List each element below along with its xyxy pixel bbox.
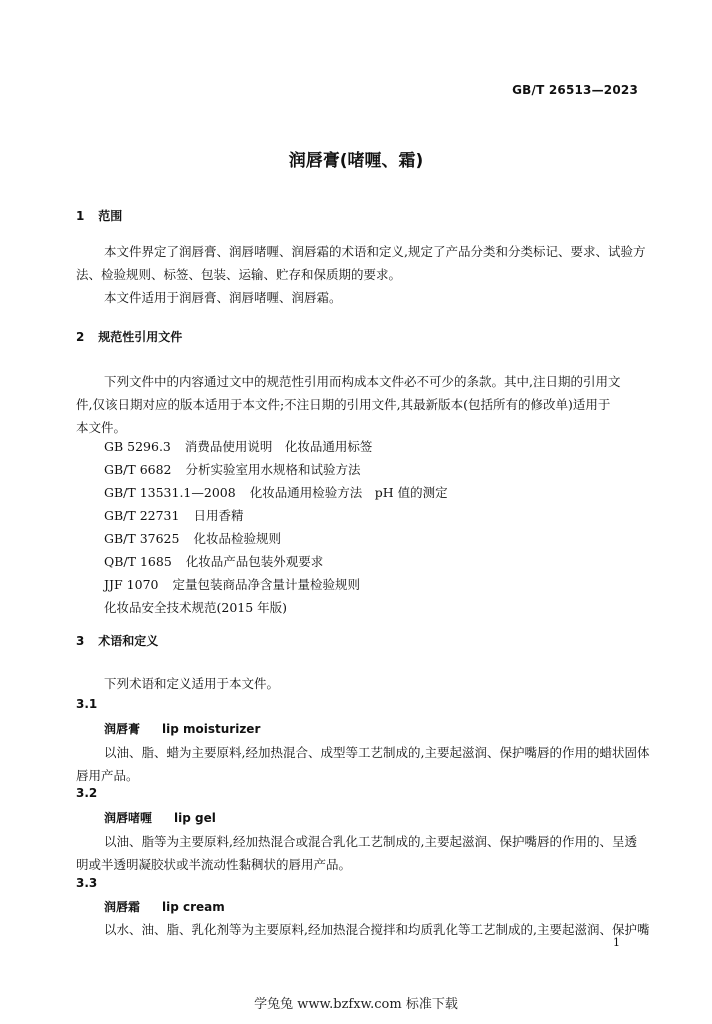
term-number: 3.2 (76, 786, 98, 800)
reference-title: 化妆品产品包装外观要求 (185, 554, 324, 569)
term-number: 3.1 (76, 697, 98, 711)
reference-item (104, 483, 448, 501)
paragraph-line: 本文件。 (76, 420, 127, 435)
paragraph-line: 法、检验规则、标签、包装、运输、贮存和保质期的要求。 (76, 267, 402, 282)
section-number: 3 (76, 634, 85, 648)
definition-line: 唇用产品。 (76, 768, 139, 783)
definition-line: 以油、脂、蜡为主要原料,经加热混合、成型等工艺制成的,主要起滋润、保护嘴唇的作用的蜡状固体 (104, 745, 650, 760)
reference-item (104, 506, 243, 524)
term-heading (104, 720, 260, 737)
term-heading (104, 898, 225, 915)
definition-line: 以水、油、脂、乳化剂等为主要原料,经加热混合搅拌和均质乳化等工艺制成的,主要起滋润、保护嘴 (104, 922, 650, 937)
section-number: 1 (76, 209, 85, 223)
section-title: 术语和定义 (98, 634, 159, 648)
paragraph-line: 下列术语和定义适用于本文件。 (104, 676, 280, 691)
term-chinese: 润唇霜 (104, 900, 141, 914)
document-title: 润唇膏(啫喱、霜) (288, 151, 424, 171)
definition-line: 明或半透明凝胶状或半流动性黏稠状的唇用产品。 (76, 857, 352, 872)
reference-code: GB 5296.3 (104, 439, 171, 454)
section-title: 范围 (98, 209, 123, 223)
reference-title: 分析实验室用水规格和试验方法 (185, 462, 361, 477)
reference-item (104, 529, 281, 547)
reference-title: 定量包装商品净含量计量检验规则 (172, 577, 360, 592)
section-1-heading (76, 207, 122, 224)
reference-code: GB/T 6682 (104, 462, 172, 477)
reference-title: 消费品使用说明 化妆品通用标签 (184, 439, 373, 454)
term-english: lip gel (174, 811, 216, 825)
reference-code: 化妆品安全技术规范(2015 年版) (104, 600, 288, 615)
section-number: 2 (76, 330, 85, 344)
reference-item (104, 460, 361, 478)
term-chinese: 润唇啫喱 (104, 811, 153, 825)
reference-title: 化妆品检验规则 (193, 531, 281, 546)
term-number: 3.3 (76, 876, 98, 890)
term-english: lip cream (162, 900, 225, 914)
paragraph-line: 本文件界定了润唇膏、润唇啫喱、润唇霜的术语和定义,规定了产品分类和分类标记、要求、试验方 (104, 244, 646, 259)
term-english: lip moisturizer (162, 722, 261, 736)
paragraph-line: 下列文件中的内容通过文中的规范性引用而构成本文件必不可少的条款。其中,注日期的引用文 (104, 374, 621, 389)
standard-code: GB/T 26513—2023 (512, 83, 638, 97)
paragraph-line: 件,仅该日期对应的版本适用于本文件;不注日期的引用文件,其最新版本(包括所有的修改单)适用于 (76, 397, 611, 412)
reference-code: GB/T 37625 (104, 531, 180, 546)
page-number: 1 (613, 936, 620, 949)
reference-item (104, 598, 287, 616)
term-heading (104, 809, 216, 826)
reference-item (104, 552, 323, 570)
reference-title: 日用香精 (193, 508, 244, 523)
section-2-heading (76, 328, 182, 345)
reference-code: GB/T 13531.1—2008 (104, 485, 236, 500)
reference-code: JJF 1070 (104, 577, 159, 592)
term-chinese: 润唇膏 (104, 722, 141, 736)
section-title: 规范性引用文件 (98, 330, 183, 344)
reference-code: QB/T 1685 (104, 554, 172, 569)
paragraph-line: 本文件适用于润唇膏、润唇啫喱、润唇霜。 (104, 290, 342, 305)
reference-title: 化妆品通用检验方法 pH 值的测定 (249, 485, 448, 500)
reference-item (104, 575, 360, 593)
definition-line: 以油、脂等为主要原料,经加热混合或混合乳化工艺制成的,主要起滋润、保护嘴唇的作用的、呈透 (104, 834, 637, 849)
footer-watermark: 学兔兔 www.bzfxw.com 标准下载 (254, 997, 458, 1012)
section-3-heading (76, 632, 158, 649)
reference-item (104, 437, 372, 455)
reference-code: GB/T 22731 (104, 508, 180, 523)
